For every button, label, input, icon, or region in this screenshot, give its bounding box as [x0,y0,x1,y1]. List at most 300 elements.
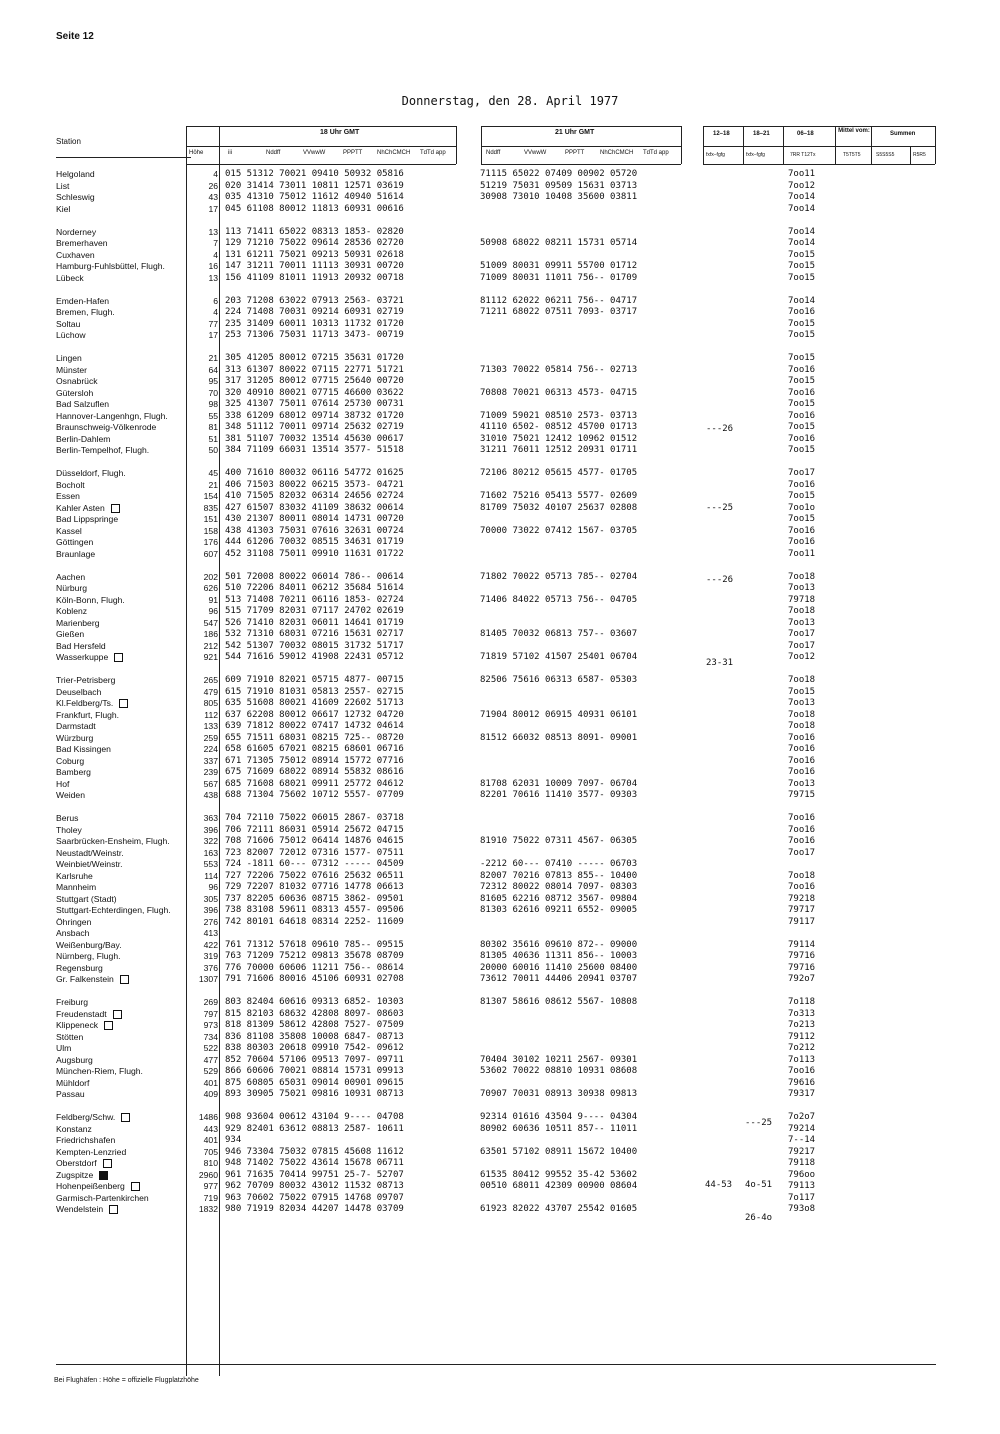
mittel-value: 7oo14 [788,238,816,248]
station-name-text: Kempten-Lenzried [56,1146,127,1157]
station-height: 239 [203,767,218,777]
station-name-text: Nürburg [56,583,88,593]
station-name-text: Stuttgart-Echterdingen, Flugh. [56,905,171,915]
station-name [56,974,186,986]
station-height: 4 [213,169,218,179]
mittel-value: 79112 [788,1031,816,1042]
obs-21: 71819 57102 41507 25401 06704 [480,652,638,662]
station-height: 396 [203,824,218,835]
station-height: 401 [203,1135,218,1145]
mittel-value: 7oo16 [788,882,816,892]
station-name [56,1043,186,1055]
obs-18: 381 51107 70032 13514 45630 00617 [225,433,404,444]
group-spacer [225,215,465,227]
station-name [56,169,186,181]
obs-18: 962 70709 80032 43012 11532 08713 [225,1181,404,1191]
obs-18: 729 72207 81032 07716 14778 06613 [225,882,404,892]
station-height: 98 [208,399,218,409]
mittel-value: 792o7 [788,974,816,984]
station-height: 50 [208,445,218,455]
date-title: Donnerstag, den 28. April 1977 [401,94,619,108]
obs-18: 742 80101 64618 08314 2252- 11609 [225,916,404,927]
station-height: 319 [203,951,218,961]
obs-21 [480,618,680,630]
mittel-value: 79616 [788,1077,816,1088]
header-18-col-tdtd: TdTd app [420,150,446,156]
mittel-value: 7oo15 [788,272,816,283]
mittel-value: 7oo15 [788,249,816,260]
station-name-text: Norderney [56,226,97,237]
station-name-text: Tholey [56,824,82,835]
mittel-value: 7oo18 [788,606,816,616]
obs-18: 685 71608 68021 09911 25772 04612 [225,778,404,789]
obs-21: 30908 73010 10408 35600 03811 [480,192,638,202]
station-name [56,1181,186,1193]
obs-18: 671 71305 75012 08914 15772 07716 [225,755,404,766]
obs-21 [480,1078,680,1090]
mountain-square-icon [119,699,128,708]
station-name [56,997,186,1009]
station-height: 269 [203,997,218,1007]
group-spacer [56,284,186,296]
mittel-value: 7oo15 [788,318,816,329]
header-21-uhr: 21 Uhr GMT [555,129,595,136]
footnote: Bei Flughäfen : Höhe = offizielle Flugplatzhöhe [54,1377,199,1384]
group-spacer [480,215,680,227]
header-sub-5: S5S5S5 [876,152,895,158]
mittel-value: 7oo15 [788,422,816,432]
station-height: 607 [203,548,218,559]
obs-21 [480,1032,680,1044]
group-spacer [56,215,186,227]
obs-18: 305 41205 80012 07215 35631 01720 [225,353,404,363]
station-height: 45 [208,468,218,478]
mittel-value: 7oo17 [788,640,816,651]
station-name-text: Deuselbach [56,686,102,697]
obs-18: 444 61206 70032 08515 34631 01719 [225,537,404,547]
obs-18: 045 61108 80012 11813 60931 00616 [225,203,404,214]
mittel-value [788,859,848,871]
header-hoehe: Höhe [189,150,204,156]
mountain-square-icon [114,653,123,662]
group-spacer [225,560,465,572]
mittel-value: 7oo15 [788,686,816,697]
station-height: 64 [208,364,218,375]
obs-21 [480,549,680,561]
obs-21: 71602 75216 05413 5577- 02609 [480,491,638,501]
station-name-text: Darmstadt [56,721,96,731]
station-height: 835 [203,502,218,513]
obs-18: 235 31409 60011 10313 11732 01720 [225,318,404,329]
obs-18: 513 71408 70211 06116 1853- 02724 [225,594,404,605]
obs-18: 609 71910 82021 05715 4877- 00715 [225,675,404,685]
obs-21: 81709 75032 40107 25637 02808 [480,502,638,513]
station-name [56,1020,186,1032]
obs-18: 893 30905 75021 09816 10931 08713 [225,1089,404,1099]
station-height: 734 [203,1031,218,1042]
station-name-text: Koblenz [56,606,88,616]
obs-21: 82506 75616 06313 6587- 05303 [480,675,638,685]
station-height: 91 [208,594,218,605]
station-name-text: Hohenpeißenberg [56,1181,125,1191]
obs-18: 348 51112 70011 09714 25632 02719 [225,422,404,432]
station-name [56,871,186,883]
station-name-text: Berus [56,813,79,823]
obs-18: 020 31414 73011 10811 12571 03619 [225,180,404,191]
obs-21 [480,744,680,756]
obs-18: 129 71210 75022 09614 28536 02720 [225,238,404,248]
station-height: 17 [208,330,218,340]
mittel-value: 7oo16 [788,525,816,536]
obs-18: 639 71812 80022 07417 14732 04614 [225,721,404,731]
station-name [56,445,186,457]
mittel-value: 7oo16 [788,410,816,421]
col-rule-r3 [835,126,836,164]
station-name [56,1009,186,1021]
group-spacer [480,342,680,354]
station-name-text: Friedrichshafen [56,1135,116,1145]
mittel-value: 79716 [788,951,816,961]
obs-18: 452 31108 75011 09910 11631 01722 [225,548,404,559]
obs-18: 253 71306 75031 11713 3473- 00719 [225,330,404,340]
header-station: Station [56,137,81,146]
station-name [56,744,186,756]
station-name-text: Ulm [56,1043,72,1053]
header-mittel: Mittel vom: [838,128,870,134]
mittel-value: 7o2o7 [788,1112,816,1122]
obs-21 [480,353,680,365]
station-height: 4 [213,249,218,260]
station-height: 553 [203,859,218,869]
obs-18: 637 62208 80012 06617 12732 04720 [225,709,404,720]
mittel-value: 7oo15 [788,261,816,271]
obs-18: 852 70604 57106 09513 7097- 09711 [225,1054,404,1065]
header-18-col-nddff: Nddff [266,150,281,156]
station-height: 401 [203,1077,218,1088]
obs-21 [480,514,680,526]
table-bottom-line [56,1364,936,1365]
station-name [56,250,186,262]
station-height: 973 [203,1020,218,1030]
station-name [56,606,186,618]
station-name-text: Mühldorf [56,1077,90,1088]
station-name-text: Bad Kissingen [56,744,111,754]
station-name-text: Osnabrück [56,376,98,386]
station-height: 51 [208,433,218,444]
mittel-value: 7oo14 [788,192,816,202]
mittel-value: 79317 [788,1089,816,1099]
station-height: 443 [203,1123,218,1134]
col-rule-r5 [910,146,911,164]
station-name [56,238,186,250]
group-spacer [186,457,218,469]
station-name-text: Köln-Bonn, Flugh. [56,594,125,605]
obs-18: 836 81108 35808 10008 6847- 08713 [225,1031,404,1042]
mittel-value: 7oo18 [788,721,816,731]
station-name [56,1170,186,1182]
mountain-square-icon [111,504,120,513]
mittel-value: 7oo15 [788,445,816,455]
mittel-value: 79717 [788,905,816,915]
station-name [56,583,186,595]
obs-18: 427 61507 83032 41109 38632 00614 [225,502,404,513]
group-spacer [788,664,848,676]
station-name-text: Hannover-Langenhgn, Flugh. [56,410,168,421]
station-name-text: Augsburg [56,1054,93,1065]
station-name [56,468,186,480]
station-name-text: Kl.Feldberg/Ts. [56,698,114,708]
station-height: 81 [208,422,218,432]
station-height: 21 [208,353,218,363]
mittel-value: 79715 [788,790,816,800]
station-name-text: Soltau [56,318,81,329]
obs-18: 738 83108 59611 08313 4557- 09506 [225,905,404,915]
obs-21: 63501 57102 08911 15672 10400 [480,1146,638,1157]
handwritten-note: 44-53 [705,1180,733,1190]
station-height: 322 [203,836,218,846]
group-spacer [788,342,848,354]
mittel-value: 7oo14 [788,203,816,214]
obs-21: 71406 84022 05713 756-- 04705 [480,594,638,605]
station-name-text: Emden-Hafen [56,295,110,306]
station-name-text: Karlsruhe [56,870,93,881]
obs-18: 929 82401 63612 08813 2587- 10611 [225,1123,404,1134]
obs-21: 82007 70216 07813 855-- 10400 [480,870,638,881]
station-height: 55 [208,410,218,421]
mittel-value: 7oo11 [788,548,816,559]
group-spacer [788,284,848,296]
mittel-value: 793o8 [788,1204,816,1214]
header-period-0618: 06–18 [797,131,814,137]
station-name-text: Braunlage [56,548,96,559]
obs-18: 430 21307 80011 08014 14731 00720 [225,514,404,524]
header-sub-4: T5T5T5 [843,152,861,158]
station-height: 719 [203,1192,218,1203]
station-name [56,330,186,342]
group-spacer [225,457,465,469]
obs-21: 71009 80031 11011 756-- 01709 [480,272,638,283]
station-name-text: Neustadt/Weinstr. [56,847,124,858]
station-name-text: Weinbiet/Weinstr. [56,859,123,869]
station-name [56,307,186,319]
mittel-value: 7oo16 [788,813,816,823]
mittel-value: 79716 [788,962,816,973]
obs-18: 313 61307 80022 07115 22771 51721 [225,364,404,375]
col-rule-r6 [935,126,936,164]
obs-21: 61923 82022 43707 25542 01605 [480,1204,638,1214]
mittel-value: 7oo16 [788,1066,816,1076]
obs-21: 41110 6502- 08512 45700 01713 [480,422,638,432]
obs-21 [480,537,680,549]
station-name-text: Garmisch-Partenkirchen [56,1192,149,1203]
station-name [56,549,186,561]
obs-21: 81112 62022 06211 756-- 04717 [480,295,638,306]
observations-18-column [225,169,465,1216]
station-name-text: Ansbach [56,928,90,938]
station-name [56,388,186,400]
station-name-text: Münster [56,364,88,375]
station-name [56,1078,186,1090]
station-height: 96 [208,606,218,616]
station-name-text: München-Riem, Flugh. [56,1066,143,1076]
obs-21: 71009 59021 08510 2573- 03713 [480,410,638,421]
obs-21: 73612 70011 44406 20941 03707 [480,974,638,984]
station-height: 112 [204,709,218,720]
station-name [56,733,186,745]
station-name [56,1158,186,1170]
obs-21 [480,480,680,492]
mittel-value: 7oo18 [788,675,816,685]
col-rule-r0 [703,126,704,164]
obs-18: 384 71109 66031 13514 3577- 51518 [225,445,404,455]
station-height: 396 [203,905,218,915]
station-name [56,1112,186,1124]
obs-21 [480,399,680,411]
station-height: 1307 [198,974,218,984]
station-name-text: Trier-Petrisberg [56,675,116,685]
station-name-text: Aachen [56,571,86,582]
obs-21 [480,1193,680,1205]
group-spacer [56,1101,186,1113]
header-bot-line-18 [186,164,456,165]
station-height: 4 [213,307,218,317]
station-height: 276 [203,916,218,927]
station-height: 409 [203,1089,218,1099]
obs-18: 317 31205 80012 07715 25640 00720 [225,376,404,386]
station-name [56,514,186,526]
mountain-square-icon [121,1113,130,1122]
obs-21: 70000 73022 07412 1567- 03705 [480,525,638,536]
station-name [56,882,186,894]
group-spacer [186,215,218,227]
station-name-text: Bad Salzuflen [56,399,110,409]
station-height: 921 [203,652,218,662]
station-name [56,790,186,802]
col-rule-end21 [681,126,682,164]
station-name-text: Bamberg [56,767,91,777]
group-spacer [788,986,848,998]
mittel-value: 7oo12 [788,180,816,191]
station-name-text: Freiburg [56,997,88,1007]
obs-21: 81305 40636 11311 856-- 10003 [480,951,638,961]
mittel-value: 7oo15 [788,353,816,363]
station-name-text: Bremerhaven [56,238,108,248]
station-height: 114 [204,870,218,881]
obs-18: 635 51608 80021 41609 22602 51713 [225,698,404,708]
station-name [56,296,186,308]
group-spacer [480,457,680,469]
header-sub-2: fxfx–fgfg [746,152,765,158]
header-sep-station [56,157,191,158]
obs-18: 438 41303 75031 07616 32631 00724 [225,525,404,536]
obs-21: 80302 35616 09610 872-- 09000 [480,939,638,950]
obs-21 [480,250,680,262]
obs-18: 510 72206 84011 06212 35684 51614 [225,583,404,593]
mittel-value: 7oo18 [788,870,816,881]
mittel-value: 7oo13 [788,617,816,628]
station-name [56,825,186,837]
mittel-value: 7oo17 [788,468,816,478]
header-top-line-right [703,126,935,127]
station-name [56,779,186,791]
station-name [56,1124,186,1136]
station-height: 529 [203,1066,218,1076]
station-name [56,434,186,446]
obs-21 [480,227,680,239]
obs-21: 81512 66032 08513 8091- 09001 [480,732,638,743]
mountain-square-icon [109,1205,118,1214]
station-name-text: Passau [56,1089,85,1099]
station-name-text: Würzburg [56,732,94,743]
obs-21 [480,687,680,699]
mittel-value: 7oo14 [788,295,816,306]
mittel-value: 7oo16 [788,732,816,743]
station-name [56,503,186,515]
obs-18: 675 71609 68022 08914 55832 08616 [225,767,404,777]
station-height: 805 [203,698,218,708]
station-name [56,526,186,538]
handwritten-note: 4o-51 [745,1180,773,1190]
mittel-value: 7oo12 [788,652,816,662]
obs-21: 82201 70616 11410 3577- 09303 [480,790,638,800]
station-name-text: Essen [56,491,80,501]
station-height: 2960 [198,1169,218,1180]
station-name [56,192,186,204]
obs-18: 946 73304 75032 07815 45608 11612 [225,1146,404,1157]
station-name [56,204,186,216]
mittel-value: 7oo16 [788,744,816,754]
station-name [56,836,186,848]
mittel-value: 7o118 [788,997,816,1007]
header-21-col-vvwww: VVwwW [524,150,547,156]
mittel-value: 7oo16 [788,307,816,317]
obs-18: 866 60606 70021 08814 15731 09913 [225,1066,404,1076]
station-height: 810 [203,1158,218,1168]
station-name-text: Klippeneck [56,1020,99,1030]
station-height: 626 [203,583,218,593]
mittel-value: 79113 [788,1181,816,1191]
group-spacer [225,802,465,814]
obs-21: 00510 68011 42309 00900 08604 [480,1181,638,1191]
station-height: 212 [203,640,218,651]
group-spacer [480,1101,680,1113]
group-spacer [186,802,218,814]
station-height: 95 [208,376,218,386]
header-21-col-tdtd: TdTd app [643,150,669,156]
obs-18: 688 71304 75602 10712 5557- 07709 [225,790,404,800]
station-name-text: Freudenstadt [56,1008,107,1019]
obs-21: 71303 70022 05814 756-- 02713 [480,364,638,375]
obs-21: 81307 58616 08612 5567- 10808 [480,997,638,1007]
station-name-text: Marienberg [56,617,100,628]
station-height: 151 [203,514,218,524]
group-spacer [480,802,680,814]
header-period-1821: 18–21 [753,131,770,137]
mittel-value: 7o113 [788,1054,816,1065]
station-name-text: Göttingen [56,537,94,547]
mittel-value: 79214 [788,1123,816,1134]
obs-21 [480,813,680,825]
station-name [56,261,186,273]
header-sub-1: fxfx–fgfg [706,152,725,158]
height-column [186,169,218,1216]
station-name [56,652,186,664]
mountain-square-icon [120,975,129,984]
header-period-1218: 12–18 [713,131,730,137]
station-name [56,928,186,940]
obs-21 [480,376,680,388]
obs-18: 963 70602 75022 07915 14768 09707 [225,1192,404,1203]
